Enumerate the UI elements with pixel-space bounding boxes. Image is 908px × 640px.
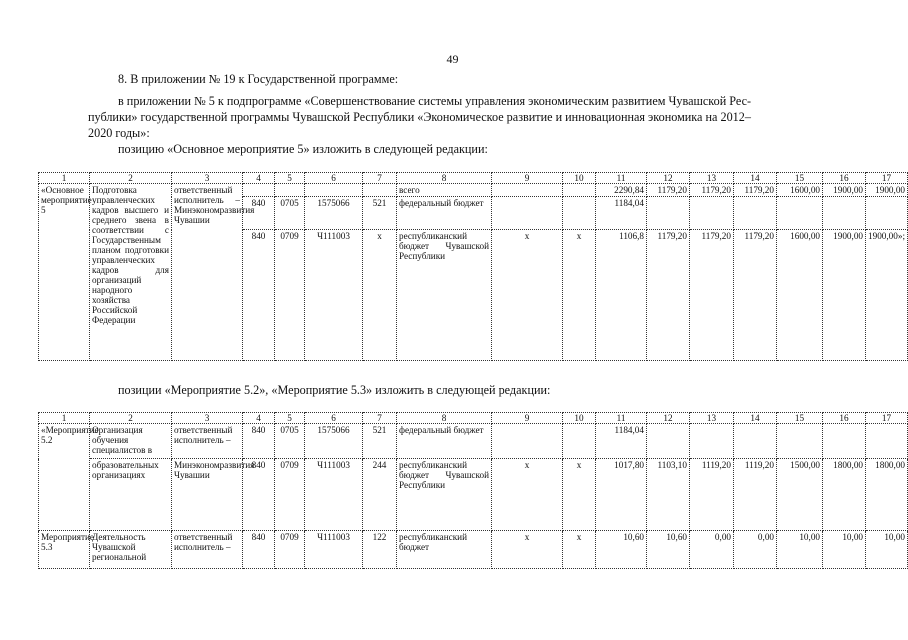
code-cell [243, 184, 275, 197]
value-cell [690, 197, 734, 230]
event-description-cell: Деятельность Чувашской региональной [90, 531, 172, 569]
header-cell: 8 [397, 413, 492, 424]
header-cell: 6 [305, 173, 363, 184]
header-cell: 1 [39, 173, 90, 184]
value-cell [866, 424, 908, 459]
header-cell: 15 [777, 413, 823, 424]
header-cell: 14 [734, 173, 777, 184]
header-cell: 12 [647, 173, 690, 184]
value-cell: 1600,00 [777, 184, 823, 197]
value-cell: 10,60 [647, 531, 690, 569]
table-row-5-3 [39, 531, 908, 569]
code-cell: 0709 [275, 459, 305, 531]
funding-source-cell: республиканский бюджет [397, 531, 492, 569]
code-cell: 840 [243, 197, 275, 230]
value-cell: 1179,20 [690, 230, 734, 361]
code-cell [305, 184, 363, 197]
value-cell [690, 424, 734, 459]
value-cell [866, 197, 908, 230]
value-cell: 10,00 [777, 531, 823, 569]
intro-line-5: позицию «Основное мероприятие 5» изложить в следующей редакции: [118, 142, 488, 156]
code-cell: 840 [243, 230, 275, 361]
table-main-event-5 [38, 172, 908, 361]
code-cell: 840 [243, 424, 275, 459]
value-cell [563, 184, 596, 197]
value-cell [492, 184, 563, 197]
code-cell: 122 [363, 531, 397, 569]
value-cell: 1179,20 [734, 230, 777, 361]
value-cell: 10,60 [596, 531, 647, 569]
value-cell [492, 197, 563, 230]
code-cell: 521 [363, 424, 397, 459]
value-cell: 1179,20 [690, 184, 734, 197]
value-cell: 10,00 [823, 531, 866, 569]
value-cell: х [563, 230, 596, 361]
intro-line-1: 8. В приложении № 19 к Государственной программе: [118, 72, 399, 86]
code-cell: 1575066 [305, 197, 363, 230]
header-cell: 10 [563, 413, 596, 424]
header-cell: 13 [690, 173, 734, 184]
code-cell: 840 [243, 531, 275, 569]
value-cell [647, 197, 690, 230]
table-header-row [39, 173, 908, 184]
header-cell: 7 [363, 173, 397, 184]
header-cell: 4 [243, 173, 275, 184]
value-cell: х [492, 230, 563, 361]
responsible-cell: ответственный исполнитель – Минэкономразвития Чувашии [172, 184, 243, 361]
value-cell: 1500,00 [777, 459, 823, 531]
value-cell: 1900,00 [866, 184, 908, 197]
value-cell: 1119,20 [690, 459, 734, 531]
header-cell: 2 [90, 173, 172, 184]
header-cell: 13 [690, 413, 734, 424]
intro-line-4: 2020 годы»: [88, 126, 150, 140]
funding-source-cell: республиканский бюджет Чувашской Республики [397, 230, 492, 361]
value-cell: 2290,84 [596, 184, 647, 197]
header-cell: 9 [492, 173, 563, 184]
header-cell: 5 [275, 173, 305, 184]
event-description-cell: Организация обучения специалистов в [90, 424, 172, 459]
value-cell: х [563, 531, 596, 569]
value-cell [647, 424, 690, 459]
header-cell: 16 [823, 413, 866, 424]
header-cell: 6 [305, 413, 363, 424]
header-cell: 17 [866, 413, 908, 424]
value-cell: 1184,04 [596, 197, 647, 230]
funding-source-cell: республиканский бюджет Чувашской Республики [397, 459, 492, 531]
value-cell [563, 424, 596, 459]
intro-line-2: в приложении № 5 к подпрограмме «Совершенствование системы управления экономическим развитием Чувашской Рес- [118, 94, 752, 108]
header-cell: 9 [492, 413, 563, 424]
header-cell: 8 [397, 173, 492, 184]
value-cell: 1900,00 [823, 184, 866, 197]
value-cell: 1900,00 [823, 230, 866, 361]
code-cell: 0705 [275, 197, 305, 230]
funding-source-cell: федеральный бюджет [397, 197, 492, 230]
funding-source-cell: федеральный бюджет [397, 424, 492, 459]
code-cell: 0709 [275, 531, 305, 569]
event-description-cell: Подготовка управленческих кадров высшего и среднего звена в соответствии с Государственным планом подготовки управленческих кадров для организаций народного хозяйства Российской Федерации [90, 184, 172, 361]
header-cell: 10 [563, 173, 596, 184]
responsible-cell: ответственный исполнитель – [172, 531, 243, 569]
code-cell: Ч111003 [305, 230, 363, 361]
value-cell [563, 197, 596, 230]
value-cell [734, 424, 777, 459]
code-cell [275, 184, 305, 197]
value-cell: х [492, 531, 563, 569]
event-name-cell: Мероприятие 5.3 [39, 531, 90, 569]
value-cell: 1184,04 [596, 424, 647, 459]
mid-paragraph: позиции «Мероприятие 5.2», «Мероприятие 5.3» изложить в следующей редакции: [118, 383, 551, 397]
header-cell: 7 [363, 413, 397, 424]
value-cell: 1017,80 [596, 459, 647, 531]
header-cell: 5 [275, 413, 305, 424]
funding-source-cell: всего [397, 184, 492, 197]
table-row-total [39, 184, 908, 197]
value-cell: 1106,8 [596, 230, 647, 361]
code-cell: Ч111003 [305, 531, 363, 569]
value-cell: 1179,20 [647, 230, 690, 361]
value-cell: 10,00 [866, 531, 908, 569]
code-cell: 244 [363, 459, 397, 531]
code-cell [363, 184, 397, 197]
value-cell: 1179,20 [647, 184, 690, 197]
value-cell [823, 424, 866, 459]
header-cell: 3 [172, 173, 243, 184]
event-description-cell: образовательных организациях [90, 459, 172, 531]
header-cell: 11 [596, 413, 647, 424]
header-cell: 4 [243, 413, 275, 424]
header-cell: 1 [39, 413, 90, 424]
value-cell: 0,00 [690, 531, 734, 569]
value-cell: 1119,20 [734, 459, 777, 531]
code-cell: х [363, 230, 397, 361]
table-row-5-2-republican [39, 459, 908, 531]
value-cell: 1179,20 [734, 184, 777, 197]
header-cell: 15 [777, 173, 823, 184]
code-cell: 521 [363, 197, 397, 230]
value-cell: 1900,00»; [866, 230, 908, 361]
responsible-cell: Минэкономразвития Чувашии [172, 459, 243, 531]
code-cell: 840 [243, 459, 275, 531]
intro-line-3: публики» государственной программы Чувашской Республики «Экономическое развитие и инновационная экономика на 2012– [88, 110, 751, 124]
value-cell: 1800,00 [866, 459, 908, 531]
value-cell: х [492, 459, 563, 531]
event-name-cell: «Основное мероприятие 5 [39, 184, 90, 361]
value-cell: 1600,00 [777, 230, 823, 361]
value-cell [492, 424, 563, 459]
table-row-5-2-federal [39, 424, 908, 459]
header-cell: 17 [866, 173, 908, 184]
code-cell: 0705 [275, 424, 305, 459]
value-cell [777, 197, 823, 230]
value-cell [823, 197, 866, 230]
header-cell: 2 [90, 413, 172, 424]
value-cell [777, 424, 823, 459]
page-number: 49 [446, 52, 459, 66]
header-cell: 11 [596, 173, 647, 184]
table-events-5-2-5-3 [38, 412, 908, 569]
value-cell: 0,00 [734, 531, 777, 569]
code-cell: 0709 [275, 230, 305, 361]
event-name-cell: «Мероприятие 5.2 [39, 424, 90, 531]
value-cell: 1800,00 [823, 459, 866, 531]
value-cell: х [563, 459, 596, 531]
code-cell: Ч111003 [305, 459, 363, 531]
code-cell: 1575066 [305, 424, 363, 459]
responsible-cell: ответственный исполнитель – [172, 424, 243, 459]
header-cell: 14 [734, 413, 777, 424]
header-cell: 12 [647, 413, 690, 424]
table-header-row [39, 413, 908, 424]
header-cell: 3 [172, 413, 243, 424]
value-cell: 1103,10 [647, 459, 690, 531]
header-cell: 16 [823, 173, 866, 184]
value-cell [734, 197, 777, 230]
